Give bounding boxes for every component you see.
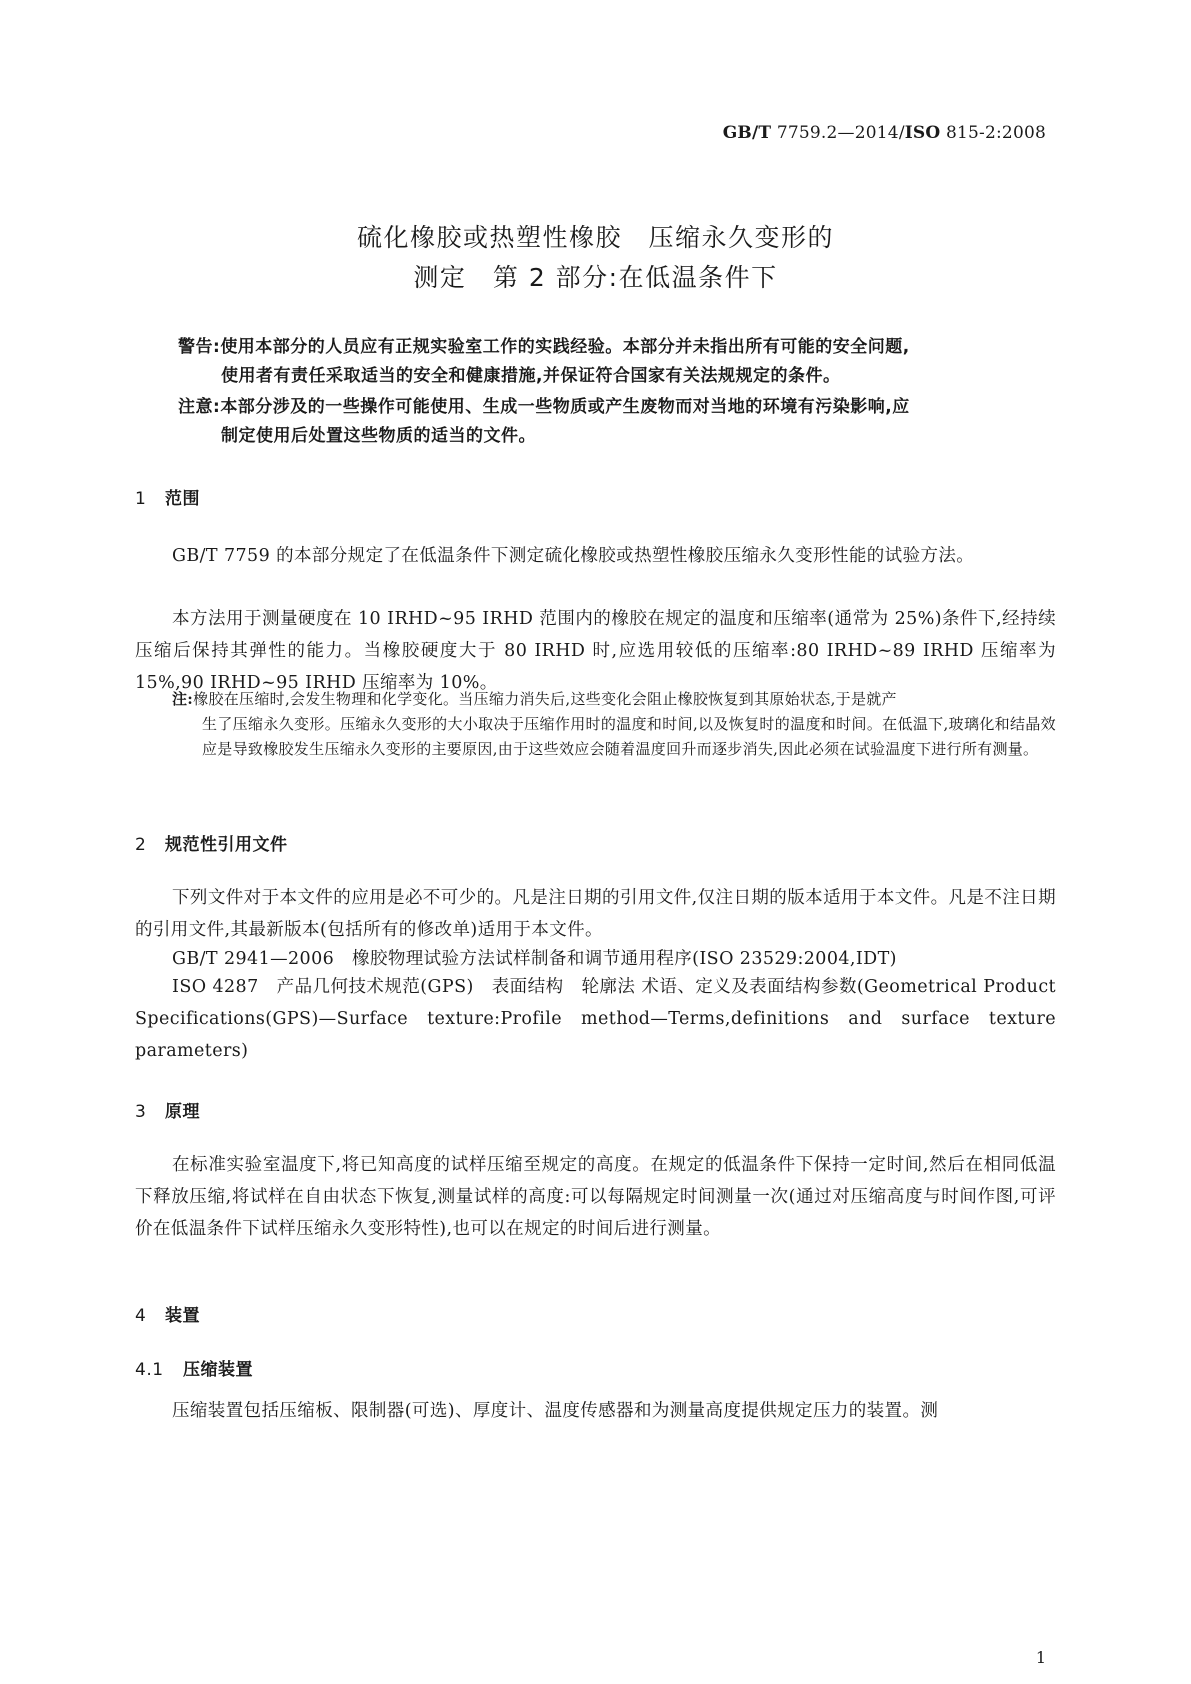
section-1-number: 1 (135, 489, 147, 509)
standard-gb-number: 7759.2—2014/ (771, 123, 905, 143)
standard-number (723, 123, 1046, 143)
section-4-1-heading (135, 1355, 253, 1380)
section-2-title: 规范性引用文件 (165, 835, 288, 855)
section-1-heading (135, 484, 200, 509)
section-4-heading (135, 1301, 200, 1326)
warning-text-line-2: 使用者有责任采取适当的安全和健康措施,并保证符合国家有关法规规定的条件。 (221, 366, 841, 386)
section-4-number: 4 (135, 1306, 147, 1326)
section-1-paragraph-1: GB/T 7759 的本部分规定了在低温条件下测定硫化橡胶或热塑性橡胶压缩永久变形性能的试验方法。 (172, 546, 975, 566)
note-label: 注: (172, 690, 194, 708)
standard-iso-number: 815-2:2008 (940, 123, 1046, 143)
caution-label: 注意: (178, 397, 221, 417)
section-4-1-title: 压缩装置 (183, 1360, 253, 1380)
normative-reference-1: GB/T 2941—2006 橡胶物理试验方法试样制备和调节通用程序(ISO 23529:2004,IDT) (172, 949, 897, 969)
caution-block (178, 393, 1068, 451)
section-1-title: 范围 (165, 489, 200, 509)
warning-text-line-1: 使用本部分的人员应有正规实验室工作的实践经验。本部分并未指出所有可能的安全问题, (220, 337, 910, 357)
section-4-title: 装置 (165, 1306, 200, 1326)
normative-reference-2: ISO 4287 产品几何技术规范(GPS) 表面结构 轮廓法 术语、定义及表面结构参数(Geometrical Product Specifications(GPS)—Surface texture:Profile method—Terms,definitions and surface texture parameters) (135, 977, 1056, 1061)
section-3-number: 3 (135, 1102, 147, 1122)
warning-block (178, 333, 1068, 391)
section-4-1-number: 4.1 (135, 1360, 164, 1380)
section-2-number: 2 (135, 835, 147, 855)
document-title-line-2: 测定 第 2 部分:在低温条件下 (413, 263, 778, 292)
note-text-rest: 生了压缩永久变形。压缩永久变形的大小取决于压缩作用时的温度和时间,以及恢复时的温度和时间。在低温下,玻璃化和结晶效应是导致橡胶发生压缩永久变形的主要原因,由于这些效应会随着温度回升而逐步消失,因此必须在试验温度下进行所有测量。 (202, 715, 1056, 758)
warning-label: 警告: (178, 337, 221, 357)
section-1-paragraph-2: 本方法用于测量硬度在 10 IRHD~95 IRHD 范围内的橡胶在规定的温度和压缩率(通常为 25%)条件下,经持续压缩后保持其弹性的能力。当橡胶硬度大于 80 IRHD 时,应选用较低的压缩率:80 IRHD~89 IRHD 压缩率为 15%,90 IRHD~95 IRHD 压缩率为 10%。 (135, 609, 1056, 693)
section-3-heading (135, 1097, 200, 1122)
section-3-title: 原理 (165, 1102, 200, 1122)
section-1-note (172, 687, 1056, 762)
caution-text-line-2: 制定使用后处置这些物质的适当的文件。 (221, 426, 536, 446)
note-text-line-1: 橡胶在压缩时,会发生物理和化学变化。当压缩力消失后,这些变化会阻止橡胶恢复到其原始状态,于是就产 (193, 690, 897, 708)
document-title-line-1: 硫化橡胶或热塑性橡胶 压缩永久变形的 (356, 223, 834, 252)
page-number: 1 (1035, 1648, 1046, 1667)
section-2-paragraph-1: 下列文件对于本文件的应用是必不可少的。凡是注日期的引用文件,仅注日期的版本适用于本文件。凡是不注日期的引用文件,其最新版本(包括所有的修改单)适用于本文件。 (135, 888, 1056, 940)
section-4-1-paragraph-1: 压缩装置包括压缩板、限制器(可选)、厚度计、温度传感器和为测量高度提供规定压力的装置。测 (172, 1401, 939, 1421)
standard-gb-prefix: GB/T (722, 123, 772, 143)
standard-iso-prefix: ISO (904, 123, 941, 143)
caution-text-line-1: 本部分涉及的一些操作可能使用、生成一些物质或产生废物而对当地的环境有污染影响,应 (220, 397, 910, 417)
section-3-paragraph-1: 在标准实验室温度下,将已知高度的试样压缩至规定的高度。在规定的低温条件下保持一定时间,然后在相同低温下释放压缩,将试样在自由状态下恢复,测量试样的高度:可以每隔规定时间测量一次(通过对压缩高度与时间作图,可评价在低温条件下试样压缩永久变形特性),也可以在规定的时间后进行测量。 (135, 1155, 1056, 1239)
section-2-heading (135, 830, 288, 855)
